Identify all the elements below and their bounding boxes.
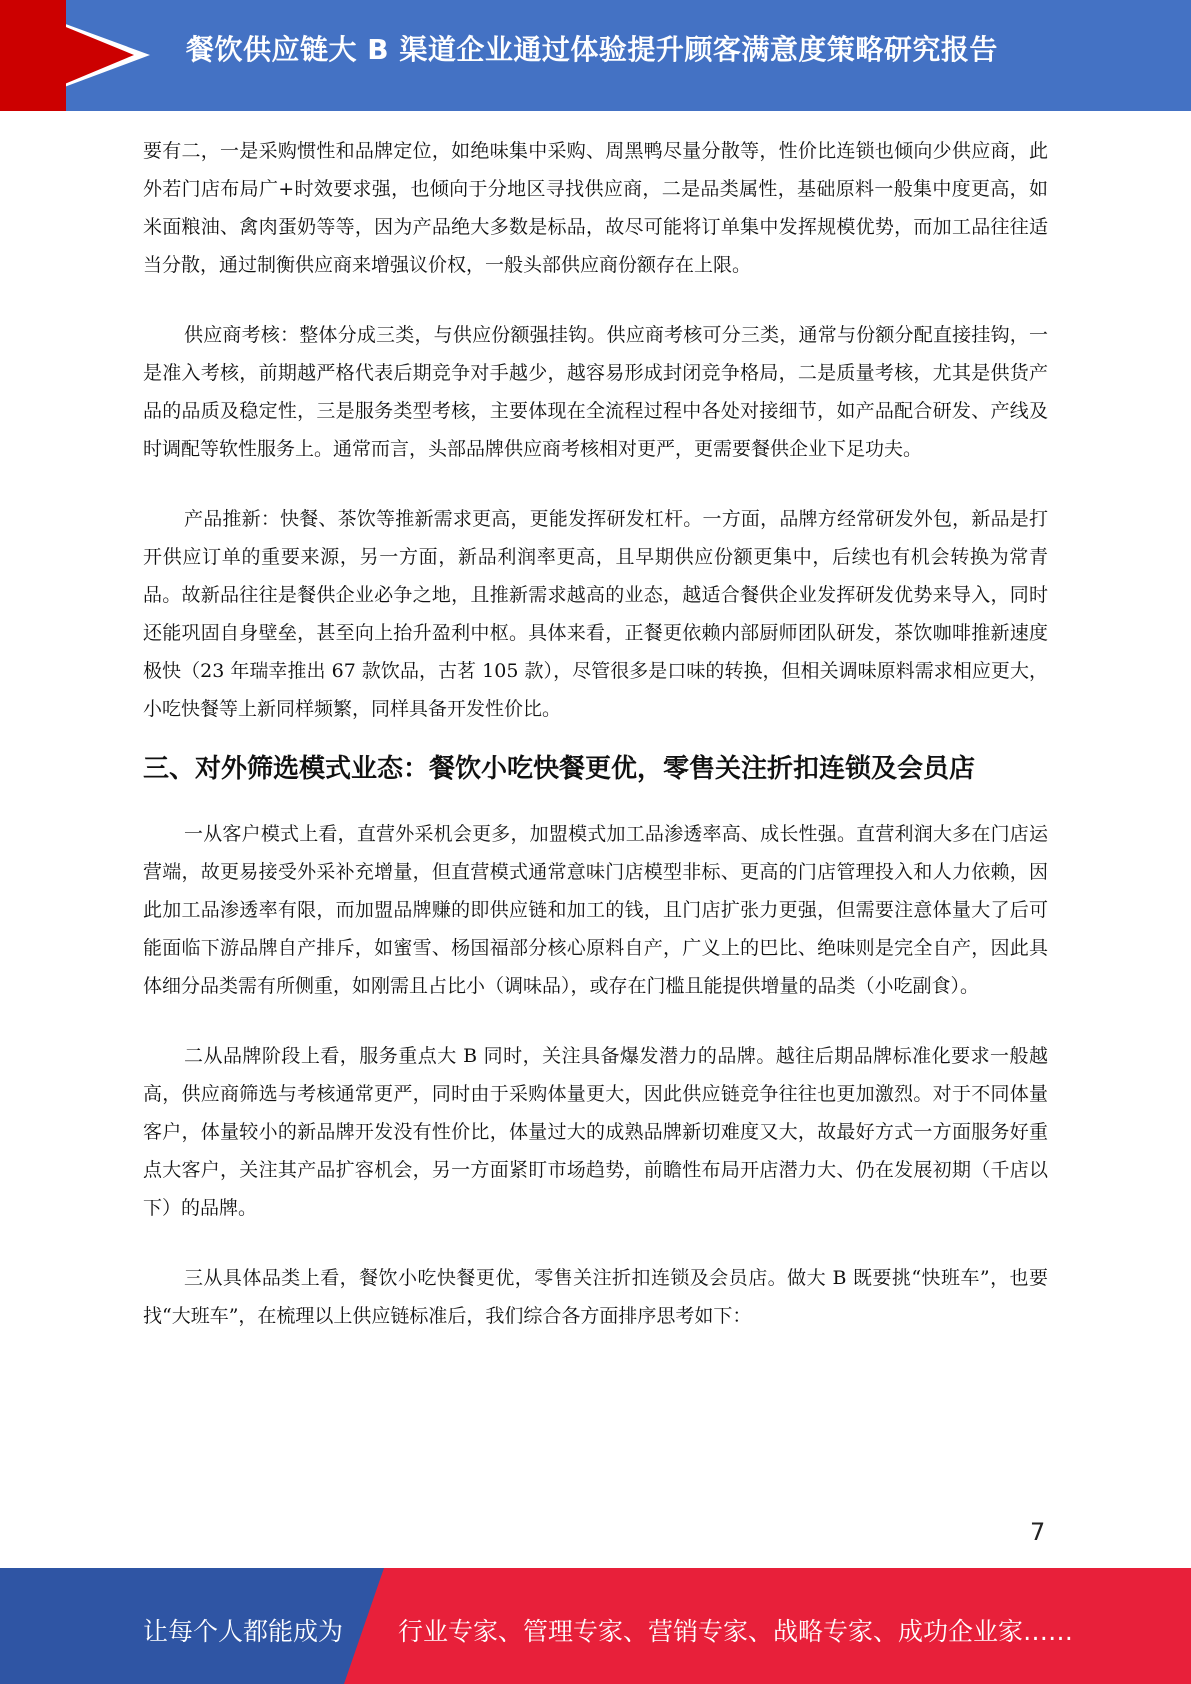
report-title: 餐饮供应链大 B 渠道企业通过体验提升顾客满意度策略研究报告 — [186, 33, 998, 66]
paragraph-category: 三从具体品类上看，餐饮小吃快餐更优，零售关注折扣连锁及会员店。做大 B 既要挑“快班车”，也要找“大班车”，在梳理以上供应链标准后，我们综合各方面排序思考如下： — [143, 1267, 1048, 1327]
paragraph-supplier-assessment: 供应商考核：整体分成三类，与供应份额强挂钩。供应商考核可分三类，通常与份额分配直接挂钩，一是准入考核，前期越严格代表后期竞争对手越少，越容易形成封闭竞争格局，二是质量考核，尤其是供货产品的品质及稳定性，三是服务类型考核，主要体现在全流程过程中各处对接细节，如产品配合研发、产线及时调配等软性服务上。通常而言，头部品牌供应商考核相对更严，更需要餐供企业下足功夫。 — [143, 324, 1048, 460]
paragraph-customer-model: 一从客户模式上看，直营外采机会更多，加盟模式加工品渗透率高、成长性强。直营利润大多在门店运营端，故更易接受外采补充增量，但直营模式通常意味门店模型非标、更高的门店管理投入和人力依赖，因此加工品渗透率有限，而加盟品牌赚的即供应链和加工的钱，且门店扩张力更强，但需要注意体量大了后可能面临下游品牌自产排斥，如蜜雪、杨国福部分核心原料自产，广义上的巴比、绝味则是完全自产，因此具体细分品类需有所侧重，如刚需且占比小（调味品），或存在门槛且能提供增量的品类（小吃副食）。 — [143, 823, 1048, 997]
paragraph-product-innovation: 产品推新：快餐、茶饮等推新需求更高，更能发挥研发杠杆。一方面，品牌方经常研发外包，新品是打开供应订单的重要来源，另一方面，新品利润率更高，且早期供应份额更集中，后续也有机会转换为常青品。故新品往往是餐供企业必争之地，且推新需求越高的业态，越适合餐供企业发挥研发优势来导入，同时还能巩固自身壁垒，甚至向上抬升盈利中枢。具体来看，正餐更依赖内部厨师团队研发，茶饮咖啡推新速度极快（23 年瑞幸推出 67 款饮品，古茗 105 款），尽管很多是口味的转换，但相关调味原料需求相应更大，小吃快餐等上新同样频繁，同样具备开发性价比。 — [143, 508, 1048, 720]
paragraph-brand-stage: 二从品牌阶段上看，服务重点大 B 同时，关注具备爆发潜力的品牌。越往后期品牌标准化要求一般越高，供应商筛选与考核通常更严，同时由于采购体量更大，因此供应链竞争往往也更加激烈。对于不同体量客户，体量较小的新品牌开发没有性价比，体量过大的成熟品牌新切难度又大，故最好方式一方面服务好重点大客户，关注其产品扩容机会，另一方面紧盯市场趋势，前瞻性布局开店潜力大、仍在发展初期（千店以下）的品牌。 — [143, 1045, 1048, 1219]
header-red-arrow — [0, 0, 134, 111]
footer-banner — [0, 1568, 1191, 1684]
header-banner — [0, 0, 1191, 111]
footer-slogan-left: 让每个人都能成为 — [143, 1617, 344, 1646]
section-heading: 三、对外筛选模式业态：餐饮小吃快餐更优，零售关注折扣连锁及会员店 — [143, 754, 976, 784]
body-content — [143, 132, 1048, 1367]
page-number: 7 — [1030, 1518, 1046, 1546]
footer-slogan-right: 行业专家、管理专家、营销专家、战略专家、成功企业家…… — [398, 1617, 1074, 1646]
paragraph-procurement: 要有二，一是采购惯性和品牌定位，如绝味集中采购、周黑鸭尽量分散等，性价比连锁也倾向少供应商，此外若门店布局广+时效要求强，也倾向于分地区寻找供应商，二是品类属性，基础原料一般集中度更高，如米面粮油、禽肉蛋奶等等，因为产品绝大多数是标品，故尽可能将订单集中发挥规模优势，而加工品往往适当分散，通过制衡供应商来增强议价权，一般头部供应商份额存在上限。 — [143, 140, 1048, 276]
